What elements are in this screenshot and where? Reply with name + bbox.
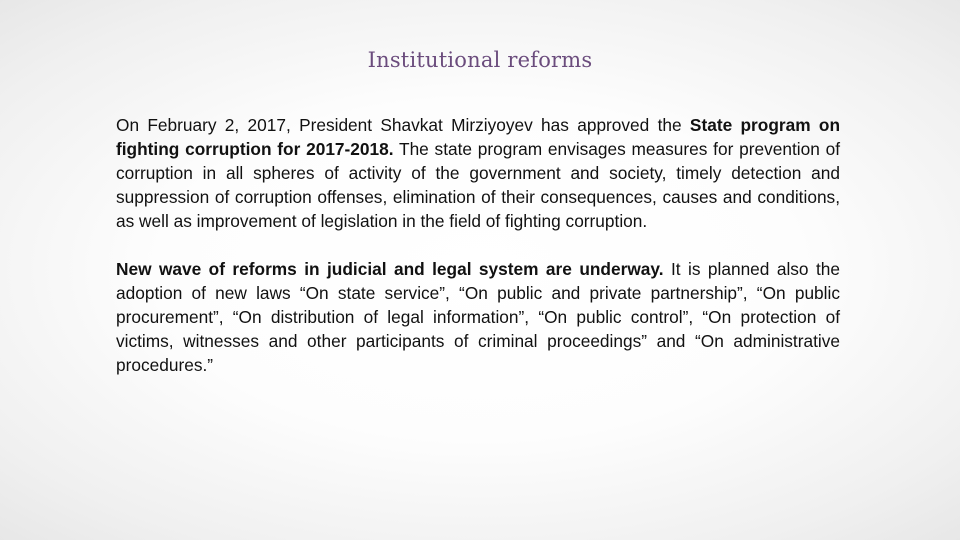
paragraph-1-text-end: The state program envisages measures for prevention of corruption in all spheres of activity of the government and society, timely detection and suppression of corruption offenses, elimination of their consequences, causes and conditions, as well as improvement of legislation in the field of fighting corruption. bbox=[116, 139, 840, 231]
paragraph-1-bold-program: State program on fighting corruption for 2017-2018. bbox=[116, 115, 840, 159]
paragraph-judicial-reforms bbox=[116, 257, 840, 377]
paragraph-2-text: It is planned also the adoption of new laws “On state service”, “On public and private partnership”, “On public procurement”, “On distribution of legal information”, “On public control”, “On protection of victims, witnesses and other participants of criminal proceedings” and “On administrative procedures.” bbox=[116, 259, 840, 375]
slide-body bbox=[116, 113, 840, 377]
paragraph-2-bold-reforms: New wave of reforms in judicial and legal system are underway. bbox=[116, 259, 664, 279]
paragraph-1-text-start: On February 2, 2017, President Shavkat Mirziyoyev has approved the bbox=[116, 115, 690, 135]
slide-title: Institutional reforms bbox=[367, 48, 593, 72]
paragraph-state-program bbox=[116, 113, 840, 233]
